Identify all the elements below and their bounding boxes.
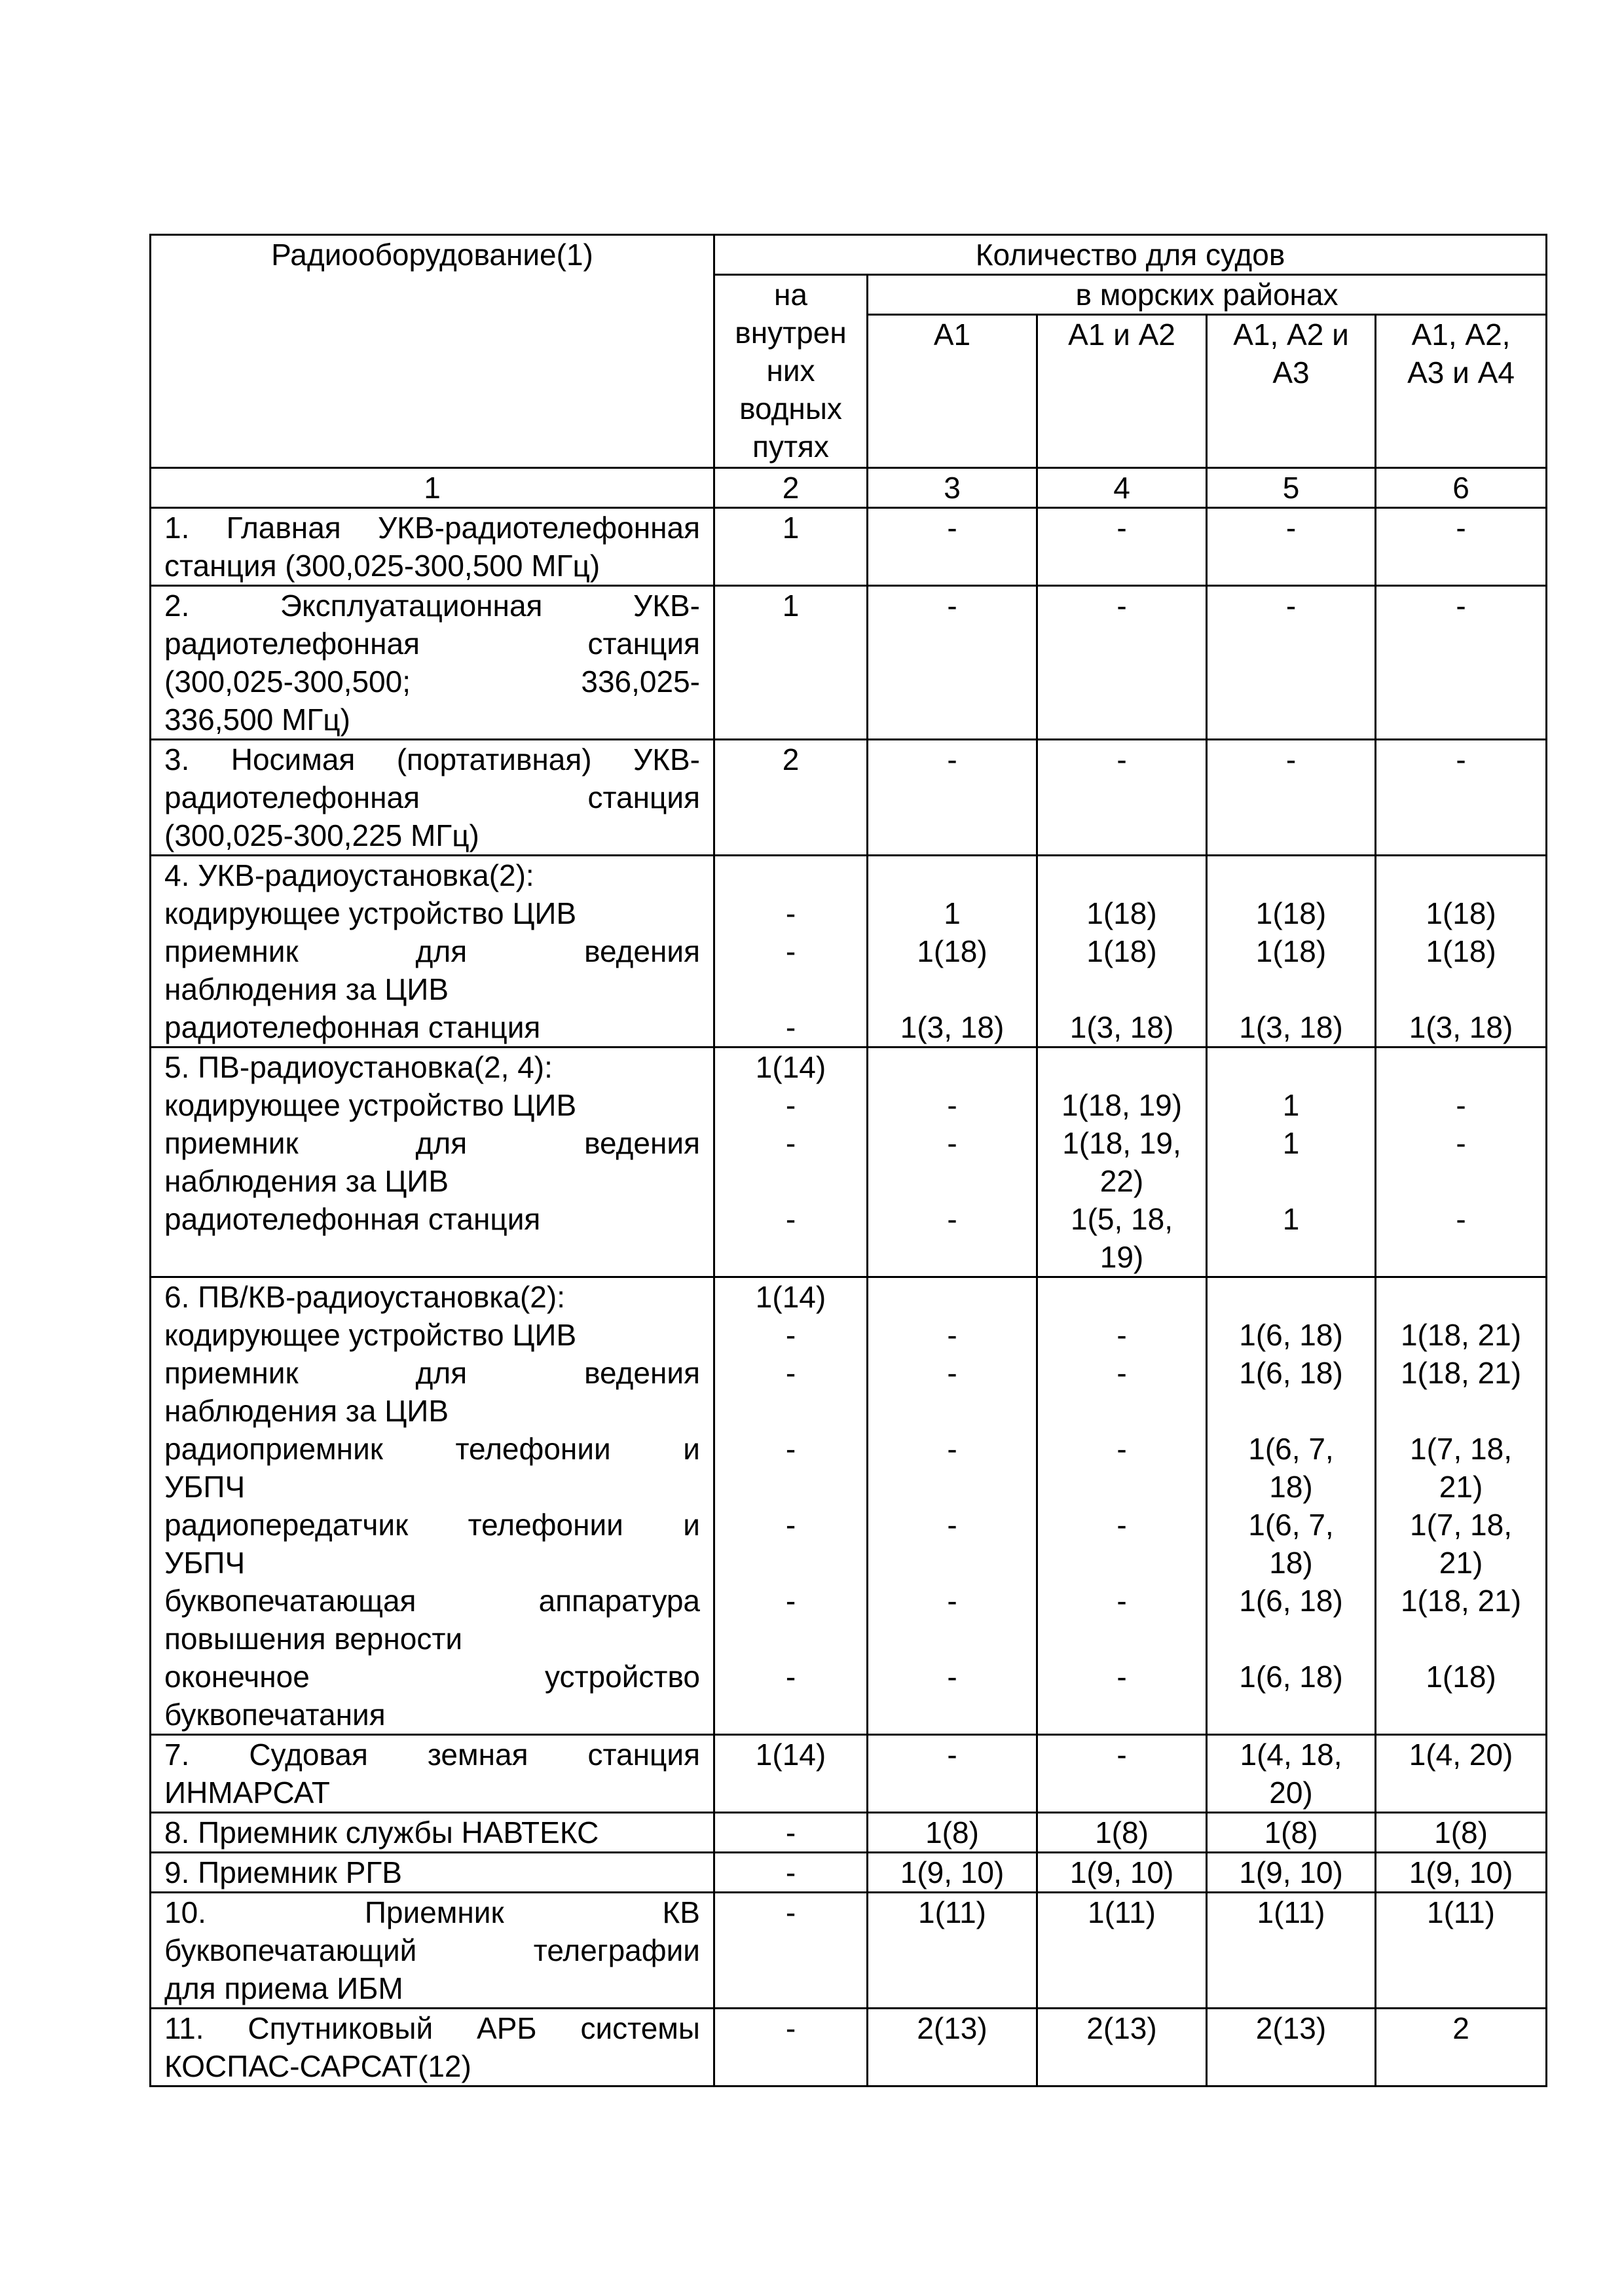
quantity-value: 18) (1269, 1546, 1313, 1580)
equipment-name-line: повышения верности (164, 1622, 463, 1656)
quantity-value (1041, 1468, 1203, 1506)
quantity-value: 1(11) (1427, 1895, 1496, 1929)
equipment-name-line: радиоприемник телефонии и (164, 1432, 700, 1466)
quantity-value: - (785, 896, 796, 930)
quantity-value: - (785, 1356, 796, 1390)
quantity-value: - (947, 742, 957, 776)
quantity-value: - (785, 1584, 796, 1618)
quantity-value: 21) (1439, 1546, 1483, 1580)
equipment-name (151, 740, 714, 856)
equipment-name-line: приемник для ведения (164, 934, 700, 968)
quantity-value: - (1116, 511, 1127, 545)
equipment-name-line: наблюдения за ЦИВ (164, 1164, 449, 1198)
equipment-name-line: (300,025-300,225 МГц) (164, 818, 479, 852)
quantity-cell (714, 1813, 868, 1853)
equipment-name-line: 5. ПВ-радиоустановка(2, 4): (164, 1050, 553, 1084)
quantity-cell (1376, 1853, 1547, 1893)
quantity-value (871, 1048, 1033, 1086)
quantity-value: 1(8) (1434, 1815, 1488, 1850)
table-row (151, 1735, 1547, 1813)
quantity-value: - (1456, 742, 1466, 776)
equipment-name (151, 1048, 714, 1277)
equipment-name-line: буквопечатающий телеграфии (164, 1933, 700, 1967)
quantity-value: - (1285, 742, 1297, 776)
quantity-cell (1037, 740, 1207, 856)
quantity-value (718, 970, 864, 1008)
quantity-cell (1037, 1853, 1207, 1893)
equipment-name-line: КОСПАС-САРСАТ(12) (164, 2049, 471, 2083)
equipment-name-line: оконечное устройство (164, 1660, 700, 1694)
quantity-value: 1(3, 18) (1239, 1010, 1343, 1044)
quantity-value: 19) (1099, 1240, 1144, 1274)
quantity-value: 18) (1269, 1470, 1313, 1504)
quantity-cell (1376, 1893, 1547, 2009)
quantity-value: - (785, 1432, 796, 1466)
quantity-value: 1(18) (1426, 934, 1496, 968)
quantity-value: 1(6, 18) (1239, 1318, 1343, 1352)
quantity-header: Количество для судов (714, 235, 1547, 275)
quantity-value (871, 970, 1033, 1008)
equipment-name-line: буквопечатания (164, 1698, 386, 1732)
quantity-value: - (1456, 1088, 1466, 1122)
equipment-name (151, 1813, 714, 1853)
quantity-cell (868, 1277, 1037, 1735)
quantity-cell (1037, 1735, 1207, 1813)
header-row-1 (151, 235, 1547, 275)
equipment-name-line: наблюдения за ЦИВ (164, 972, 449, 1006)
quantity-cell (1376, 1813, 1547, 1853)
quantity-value (1379, 1048, 1543, 1086)
equipment-name-line: 1. Главная УКВ-радиотелефонная (164, 511, 700, 545)
quantity-value (718, 1468, 864, 1506)
quantity-value: 1(18) (1086, 934, 1157, 968)
quantity-value (1041, 1048, 1203, 1086)
quantity-cell (868, 508, 1037, 586)
equipment-name-line: (300,025-300,500; 336,025- (164, 665, 700, 699)
quantity-value: - (785, 1815, 796, 1850)
quantity-value (1379, 1392, 1543, 1430)
table-row (151, 1048, 1547, 1277)
quantity-cell (868, 1893, 1037, 2009)
quantity-value: - (785, 1895, 796, 1929)
equipment-name-line: 336,500 МГц) (164, 702, 350, 737)
quantity-value: - (785, 1855, 796, 1889)
quantity-value: 1(9, 10) (1409, 1855, 1513, 1889)
quantity-cell (1376, 856, 1547, 1048)
quantity-value (1210, 1238, 1372, 1276)
quantity-value (1379, 1162, 1543, 1200)
equipment-name-line: кодирующее устройство ЦИВ (164, 1318, 577, 1352)
quantity-value (1210, 856, 1372, 894)
quantity-value (1210, 1620, 1372, 1658)
quantity-value (718, 1392, 864, 1430)
quantity-value: 1(18, 19) (1061, 1088, 1183, 1122)
quantity-value: 1(11) (1088, 1895, 1156, 1929)
equipment-name (151, 1277, 714, 1735)
quantity-value: - (1456, 1126, 1466, 1160)
quantity-value: 1(18) (1255, 896, 1327, 930)
quantity-value: 21) (1439, 1470, 1483, 1504)
quantity-value: - (947, 511, 957, 545)
quantity-value (1041, 856, 1203, 894)
quantity-cell (1037, 508, 1207, 586)
quantity-value: 1(6, 18) (1239, 1584, 1343, 1618)
quantity-value: - (1456, 1202, 1466, 1236)
quantity-value: - (785, 1088, 796, 1122)
quantity-value (1210, 1162, 1372, 1200)
quantity-value: - (785, 1660, 796, 1694)
quantity-value (1379, 970, 1543, 1008)
equipment-name-line: кодирующее устройство ЦИВ (164, 1088, 577, 1122)
quantity-value: 2 (1452, 2011, 1469, 2045)
quantity-value (871, 1238, 1033, 1276)
quantity-value (871, 1620, 1033, 1658)
column-numbers-row (151, 468, 1547, 508)
quantity-value (871, 856, 1033, 894)
equipment-name-line: ИНМАРСАТ (164, 1776, 330, 1810)
quantity-value (871, 1162, 1033, 1200)
table-row (151, 1853, 1547, 1893)
quantity-value: 1(7, 18, (1410, 1508, 1513, 1542)
quantity-value: - (1116, 1738, 1127, 1772)
quantity-cell (1207, 1048, 1376, 1277)
table-row (151, 1277, 1547, 1735)
quantity-value: 1 (944, 896, 961, 930)
quantity-cell (1037, 856, 1207, 1048)
quantity-value (1210, 1278, 1372, 1316)
quantity-cell (1207, 856, 1376, 1048)
quantity-value (871, 1392, 1033, 1430)
quantity-value: 1(9, 10) (1239, 1855, 1343, 1889)
quantity-value: 1 (782, 511, 800, 545)
equipment-name-line: 4. УКВ-радиоустановка(2): (164, 858, 534, 892)
quantity-value (1379, 1238, 1543, 1276)
quantity-value: - (947, 1126, 957, 1160)
equipment-name-line: наблюдения за ЦИВ (164, 1394, 449, 1428)
quantity-cell (868, 856, 1037, 1048)
quantity-value (1041, 1620, 1203, 1658)
quantity-value: - (1116, 742, 1127, 776)
equipment-name-line: радиопередатчик телефонии и (164, 1508, 700, 1542)
quantity-cell (1207, 1853, 1376, 1893)
quantity-value: 2 (782, 742, 800, 776)
quantity-value (718, 1620, 864, 1658)
quantity-value: 1(7, 18, (1410, 1432, 1513, 1466)
area-a1-a2-a3-header: А1, А2 и А3 (1207, 315, 1376, 468)
quantity-value (718, 1238, 864, 1276)
quantity-value: 1(5, 18, (1071, 1202, 1173, 1236)
quantity-value: 1(14) (755, 1050, 826, 1084)
quantity-value: 1(11) (1257, 1895, 1325, 1929)
equipment-name-line: 11. Спутниковый АРБ системы (164, 2011, 700, 2045)
quantity-value (718, 856, 864, 894)
equipment-name-line: буквопечатающая аппаратура (164, 1584, 700, 1618)
quantity-value (1041, 1544, 1203, 1582)
equipment-name-line: 2. Эксплуатационная УКВ- (164, 589, 700, 623)
equipment-name-line: 9. Приемник РГВ (164, 1855, 402, 1889)
quantity-value (1210, 1696, 1372, 1734)
quantity-cell (1037, 1048, 1207, 1277)
quantity-cell (1207, 740, 1376, 856)
quantity-value (1379, 856, 1543, 894)
quantity-value (718, 1544, 864, 1582)
equipment-name (151, 1853, 714, 1893)
quantity-cell (1037, 2009, 1207, 2086)
column-number: 3 (868, 468, 1037, 508)
quantity-cell (714, 2009, 868, 2086)
quantity-value (1379, 1620, 1543, 1658)
quantity-value: - (1116, 1432, 1127, 1466)
quantity-cell (1376, 1048, 1547, 1277)
quantity-cell (1207, 508, 1376, 586)
equipment-name-line: УБПЧ (164, 1470, 246, 1504)
quantity-cell (1207, 1277, 1376, 1735)
quantity-value (1210, 970, 1372, 1008)
quantity-value: - (947, 1738, 957, 1772)
quantity-value: 1(3, 18) (1069, 1010, 1174, 1044)
quantity-value (1210, 1392, 1372, 1430)
quantity-value (1041, 1278, 1203, 1316)
quantity-cell (868, 1813, 1037, 1853)
quantity-value: - (1285, 511, 1297, 545)
quantity-value: - (785, 1318, 796, 1352)
quantity-value: 1(4, 20) (1409, 1738, 1513, 1772)
equipment-name-line: приемник для ведения (164, 1126, 700, 1160)
quantity-value: - (1116, 1508, 1127, 1542)
equipment-name-line: кодирующее устройство ЦИВ (164, 896, 577, 930)
quantity-value (871, 1696, 1033, 1734)
quantity-cell (868, 1853, 1037, 1893)
quantity-cell (714, 1048, 868, 1277)
equipment-name-line: для приема ИБМ (164, 1971, 403, 2005)
quantity-cell (1037, 586, 1207, 740)
quantity-value: 1(11) (918, 1895, 986, 1929)
quantity-cell (1376, 508, 1547, 586)
radio-equipment-table (149, 234, 1547, 2087)
column-number: 6 (1376, 468, 1547, 508)
quantity-value: - (1116, 1356, 1127, 1390)
quantity-value (871, 1278, 1033, 1316)
equipment-name-line: 6. ПВ/КВ-радиоустановка(2): (164, 1280, 565, 1314)
quantity-cell (714, 1853, 868, 1893)
quantity-value: 1(3, 18) (1409, 1010, 1513, 1044)
quantity-cell (1207, 1735, 1376, 1813)
quantity-value (1041, 1696, 1203, 1734)
quantity-value: 20) (1269, 1776, 1313, 1810)
equipment-name (151, 1893, 714, 2009)
quantity-cell (1376, 740, 1547, 856)
quantity-value: 1(14) (755, 1280, 826, 1314)
equipment-name-line: станция (300,025-300,500 МГц) (164, 549, 600, 583)
quantity-value: - (947, 1202, 957, 1236)
quantity-value: - (1285, 589, 1297, 623)
quantity-value: 1(14) (755, 1738, 826, 1772)
quantity-value: 1(18) (917, 934, 987, 968)
quantity-value: - (947, 589, 957, 623)
quantity-value (718, 1696, 864, 1734)
equipment-name (151, 2009, 714, 2086)
quantity-cell (1037, 1893, 1207, 2009)
quantity-value: - (785, 934, 796, 968)
quantity-value (1041, 970, 1203, 1008)
quantity-value (1210, 1048, 1372, 1086)
quantity-value: - (1116, 589, 1127, 623)
quantity-value: - (1116, 1584, 1127, 1618)
quantity-value (1379, 1278, 1543, 1316)
quantity-value: 1(18, 21) (1400, 1356, 1522, 1390)
quantity-value: 2(13) (1255, 2011, 1327, 2045)
quantity-value: - (1456, 589, 1466, 623)
quantity-value: 1(4, 18, (1240, 1738, 1342, 1772)
inland-waterways-header: на внутрен них водных путях (714, 275, 868, 468)
quantity-value: 1 (1282, 1088, 1300, 1122)
table-row (151, 586, 1547, 740)
equipment-name (151, 856, 714, 1048)
equipment-name-line (164, 1238, 700, 1276)
quantity-value: 1(6, 18) (1239, 1660, 1343, 1694)
table-row (151, 740, 1547, 856)
quantity-value: - (1116, 1660, 1127, 1694)
equipment-header: Радиооборудование(1) (151, 235, 714, 468)
table-row (151, 508, 1547, 586)
quantity-value: - (947, 1088, 957, 1122)
quantity-value (1379, 1696, 1543, 1734)
column-number: 1 (151, 468, 714, 508)
quantity-cell (1207, 586, 1376, 740)
quantity-cell (868, 740, 1037, 856)
quantity-value: - (1456, 511, 1466, 545)
quantity-cell (714, 1893, 868, 2009)
quantity-value (718, 1162, 864, 1200)
quantity-cell (868, 586, 1037, 740)
quantity-value: - (947, 1356, 957, 1390)
equipment-name-line: радиотелефонная станция (164, 780, 700, 814)
quantity-value: - (947, 1432, 957, 1466)
equipment-name (151, 508, 714, 586)
equipment-name-line: 10. Приемник КВ (164, 1895, 700, 1929)
quantity-value: 1(9, 10) (1069, 1855, 1174, 1889)
quantity-value: 2(13) (1086, 2011, 1157, 2045)
quantity-cell (868, 2009, 1037, 2086)
equipment-name-line: радиотелефонная станция (164, 1202, 541, 1236)
quantity-value: 1(18) (1426, 896, 1496, 930)
quantity-cell (1207, 2009, 1376, 2086)
quantity-cell (714, 1277, 868, 1735)
table-row (151, 856, 1547, 1048)
quantity-value: 22) (1099, 1164, 1144, 1198)
quantity-value: 1(9, 10) (900, 1855, 1005, 1889)
quantity-value: 1(18) (1255, 934, 1327, 968)
quantity-value: 1 (782, 589, 800, 623)
table-row (151, 1893, 1547, 2009)
quantity-cell (714, 586, 868, 740)
quantity-cell (714, 740, 868, 856)
quantity-value: 1 (1282, 1202, 1300, 1236)
quantity-value: - (785, 1126, 796, 1160)
quantity-cell (1207, 1813, 1376, 1853)
quantity-value: 1(18) (1086, 896, 1157, 930)
quantity-value: 1(18, 21) (1400, 1318, 1522, 1352)
quantity-value: 1 (1282, 1126, 1300, 1160)
quantity-value: - (785, 1202, 796, 1236)
equipment-name-line: радиотелефонная станция (164, 627, 700, 661)
quantity-value: - (785, 1010, 796, 1044)
quantity-cell (1207, 1893, 1376, 2009)
equipment-name (151, 586, 714, 740)
quantity-value: - (785, 2011, 796, 2045)
table-row (151, 1813, 1547, 1853)
quantity-value (871, 1468, 1033, 1506)
quantity-cell (1376, 1277, 1547, 1735)
equipment-name-line: приемник для ведения (164, 1356, 700, 1390)
column-number: 5 (1207, 468, 1376, 508)
quantity-value: 2(13) (917, 2011, 987, 2045)
quantity-value: - (947, 1584, 957, 1618)
quantity-value: - (947, 1508, 957, 1542)
quantity-cell (1376, 586, 1547, 740)
quantity-cell (1376, 2009, 1547, 2086)
area-a1-a2-a3-a4-header: А1, А2, А3 и А4 (1376, 315, 1547, 468)
quantity-value: - (947, 1660, 957, 1694)
equipment-name-line: радиотелефонная станция (164, 1010, 541, 1044)
column-number: 4 (1037, 468, 1207, 508)
quantity-value: 1(18, 21) (1400, 1584, 1522, 1618)
quantity-value: 1(6, 7, (1248, 1432, 1334, 1466)
quantity-cell (868, 1735, 1037, 1813)
area-a1-header: А1 (868, 315, 1037, 468)
quantity-value: - (785, 1508, 796, 1542)
quantity-cell (1037, 1813, 1207, 1853)
quantity-cell (1376, 1735, 1547, 1813)
equipment-name-line: УБПЧ (164, 1546, 246, 1580)
quantity-cell (714, 1735, 868, 1813)
quantity-cell (714, 508, 868, 586)
equipment-name-line: 8. Приемник службы НАВТЕКС (164, 1815, 599, 1850)
quantity-value (871, 1544, 1033, 1582)
equipment-name-line: 3. Носимая (портативная) УКВ- (164, 742, 700, 776)
quantity-cell (714, 856, 868, 1048)
column-number: 2 (714, 468, 868, 508)
quantity-cell (868, 1048, 1037, 1277)
quantity-value: - (1116, 1318, 1127, 1352)
quantity-value: 1(18, 19, (1062, 1126, 1181, 1160)
equipment-name-line: 7. Судовая земная станция (164, 1738, 700, 1772)
quantity-cell (1037, 1277, 1207, 1735)
quantity-value: 1(8) (925, 1815, 979, 1850)
quantity-value: 1(18) (1426, 1660, 1496, 1694)
quantity-value: 1(6, 18) (1239, 1356, 1343, 1390)
table-row (151, 2009, 1547, 2086)
equipment-name (151, 1735, 714, 1813)
quantity-value: - (947, 1318, 957, 1352)
quantity-value: 1(6, 7, (1248, 1508, 1334, 1542)
quantity-value: 1(3, 18) (900, 1010, 1005, 1044)
quantity-value (1041, 1392, 1203, 1430)
quantity-value: 1(8) (1264, 1815, 1318, 1850)
sea-areas-header: в морских районах (868, 275, 1547, 315)
area-a1-a2-header: А1 и А2 (1037, 315, 1207, 468)
quantity-value: 1(8) (1095, 1815, 1149, 1850)
